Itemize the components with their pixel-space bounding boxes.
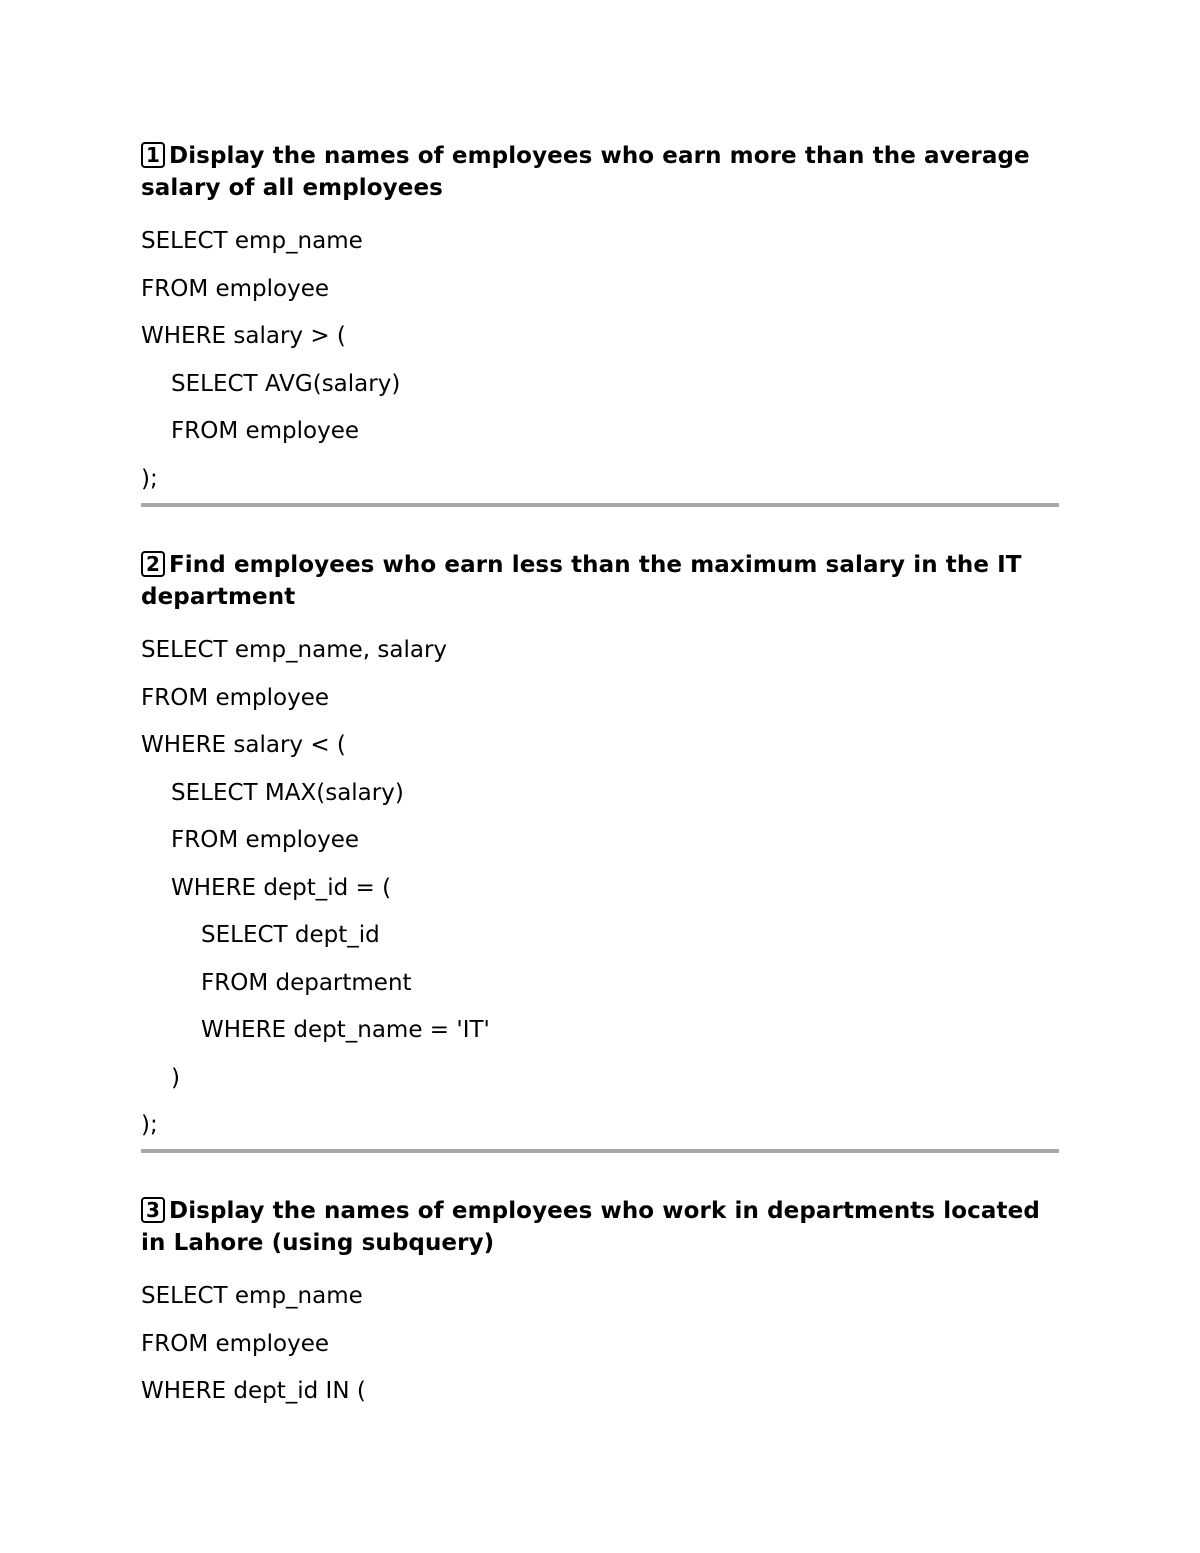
code-line: SELECT AVG(salary) (171, 370, 401, 397)
section-2-heading (141, 549, 1059, 613)
section-divider-2 (141, 1149, 1059, 1153)
code-line: WHERE dept_id = ( (171, 874, 392, 901)
code-line: FROM department (201, 969, 412, 996)
section-2-title: Find employees who earn less than the maximum salary in the IT department (141, 552, 1022, 610)
section-1-code (141, 218, 1059, 503)
code-line: SELECT emp_name (141, 228, 363, 254)
section-3-heading (141, 1195, 1059, 1259)
code-line: FROM employee (171, 418, 359, 444)
code-line: FROM employee (171, 827, 359, 853)
code-line: FROM employee (141, 1330, 329, 1357)
section-3 (141, 1195, 1059, 1416)
code-line: ); (141, 465, 158, 492)
code-line: ); (141, 1112, 158, 1138)
section-2-code (141, 627, 1059, 1150)
section-divider-1 (141, 503, 1059, 507)
section-3-code (141, 1273, 1059, 1416)
code-line: WHERE salary < ( (141, 732, 346, 758)
code-line: FROM employee (141, 684, 329, 711)
code-line: WHERE dept_id IN ( (141, 1378, 366, 1404)
section-1 (141, 140, 1059, 503)
section-3-number: 3 (141, 1197, 165, 1223)
section-2 (141, 549, 1059, 1150)
code-line: FROM employee (141, 275, 329, 302)
code-line: SELECT emp_name, salary (141, 637, 448, 663)
code-line: WHERE dept_name = 'IT' (201, 1017, 490, 1043)
code-line: SELECT emp_name (141, 1283, 363, 1309)
code-line: ) (171, 1064, 180, 1091)
code-line: WHERE salary > ( (141, 323, 346, 349)
code-line: SELECT MAX(salary) (171, 779, 404, 806)
section-3-title: Display the names of employees who work in departments located in Lahore (using subquery) (141, 1198, 1040, 1256)
section-1-number: 1 (141, 142, 165, 168)
code-line: SELECT dept_id (201, 922, 380, 948)
section-2-number: 2 (141, 551, 165, 577)
section-1-title: Display the names of employees who earn more than the average salary of all employees (141, 143, 1030, 201)
section-1-heading (141, 140, 1059, 204)
